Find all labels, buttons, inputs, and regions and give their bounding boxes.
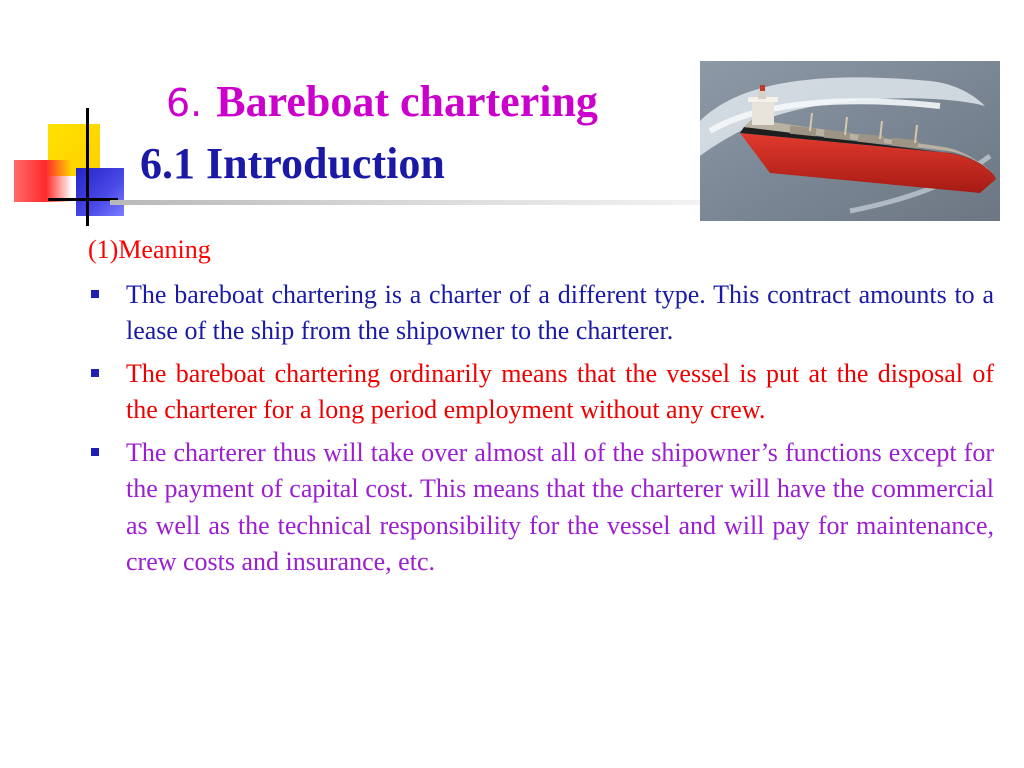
bullet-item [88, 435, 994, 581]
bullet-item [88, 356, 994, 429]
slide-title [166, 76, 598, 129]
ship-photo [700, 61, 1000, 221]
bullet-list [88, 277, 994, 581]
decor-blue-square [76, 168, 124, 216]
bullet-square-icon [91, 448, 99, 456]
bullet-item [88, 277, 994, 350]
decor-horizontal-line [48, 198, 118, 201]
section-title: Bareboat chartering [216, 77, 598, 126]
decor-red-square [14, 160, 72, 202]
ship-photo-drawing [700, 61, 1000, 221]
decor-vertical-line [86, 108, 89, 226]
section-number: 6. [166, 81, 203, 125]
slide-body [88, 232, 994, 587]
bullet-text: The bareboat chartering ordinarily means that the vessel is put at the disposal of the charterer for a long period employment without any crew. [126, 358, 994, 424]
bullet-text: The bareboat chartering is a charter of a different type. This contract amounts to a lease of the ship from the shipowner to the charterer. [126, 279, 994, 345]
bullet-square-icon [91, 369, 99, 377]
slide-subtitle: 6.1 Introduction [140, 139, 445, 188]
title-underline-rule [110, 200, 700, 205]
subheading-meaning: (1)Meaning [88, 235, 211, 264]
bullet-square-icon [91, 290, 99, 298]
bullet-text: The charterer thus will take over almost all of the shipowner’s functions except for the payment of capital cost. This means that the charterer will have the commercial as well as the technical responsibility for the vessel and will pay for maintenance, crew costs and insurance, etc. [126, 437, 994, 576]
